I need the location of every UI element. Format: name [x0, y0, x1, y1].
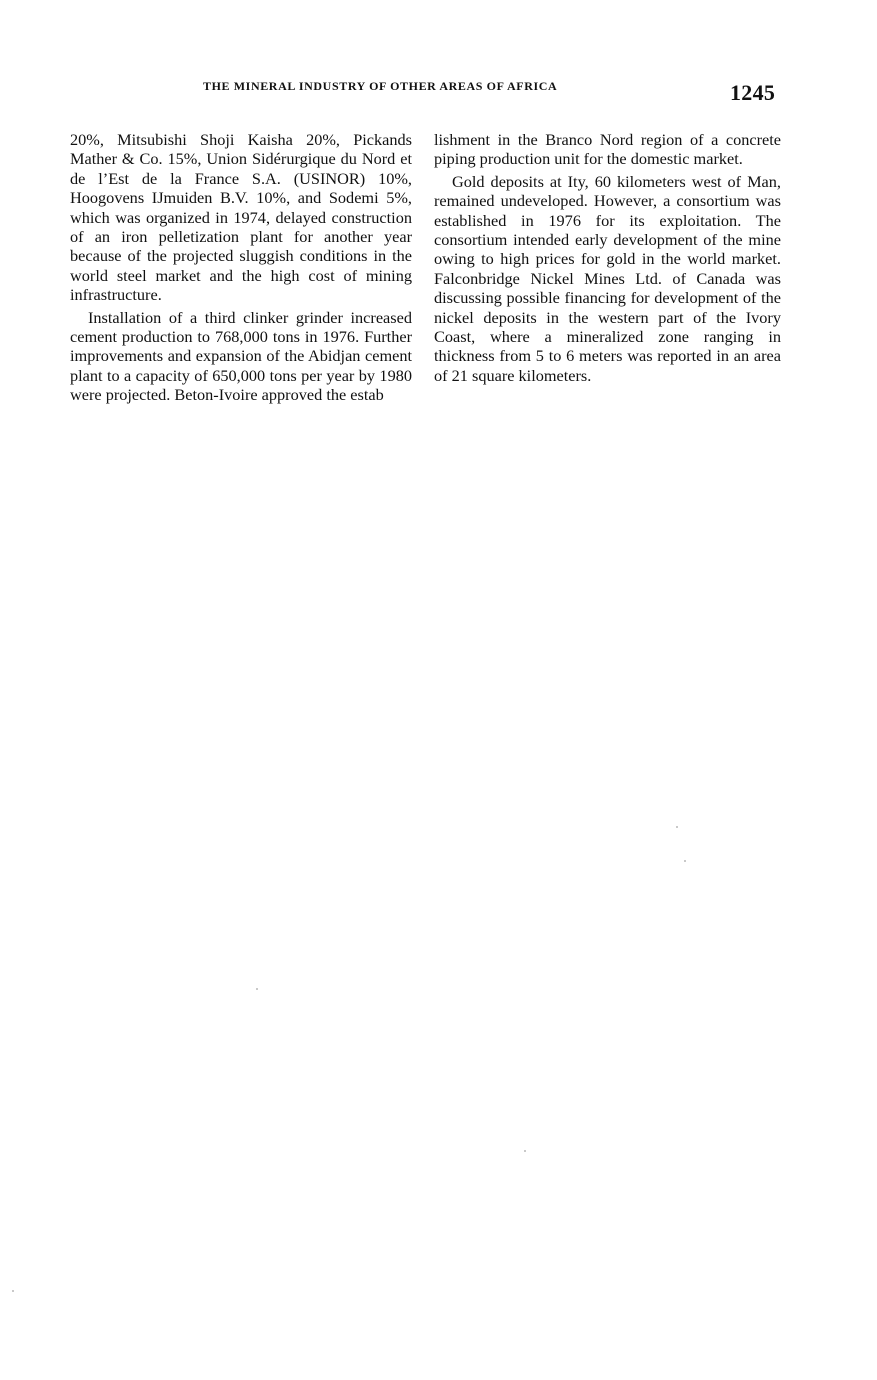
left-column: [70, 130, 412, 405]
scan-speck: [676, 826, 678, 828]
page-number: 1245: [730, 80, 776, 105]
scan-speck: [524, 1150, 526, 1152]
right-column: [434, 130, 781, 385]
paragraph-right-2: Gold deposits at Ity, 60 kilometers west of Man, remained undeveloped. However, a consortium was established in 1976 for its exploitation. The consortium intended early development of the mine owing to high prices for gold in the world market. Falconbridge Nickel Mines Ltd. of Canada was discussing possible financing for development of the nickel deposits in the western part of the Ivory Coast, where a mineralized zone ranging in thickness from 5 to 6 meters was reported in an area of 21 square kilometers.: [434, 171, 781, 385]
paragraph-left-1: 20%, Mitsubishi Shoji Kaisha 20%, Pickands Mather & Co. 15%, Union Sidérurgique du Nord et de l’Est de la France S.A. (USINOR) 10%, Hoogovens IJmuiden B.V. 10%, and Sodemi 5%, which was organized in 1974, delayed construction of an iron pelletization plant for another year because of the projected sluggish conditions in the world steel market and the high cost of mining infrastructure.: [70, 130, 412, 305]
scan-speck: [12, 1290, 14, 1292]
paragraph-right-1: lishment in the Branco Nord region of a concrete piping production unit for the domestic market.: [434, 130, 781, 169]
running-title: THE MINERAL INDUSTRY OF OTHER AREAS OF AFRICA: [203, 79, 558, 93]
scan-speck: [256, 988, 258, 990]
paragraph-left-2: Installation of a third clinker grinder increased cement production to 768,000 tons in 1976. Further improvements and expansion of the Abidjan cement plant to a capacity of 650,000 tons per year by 1980 were projected. Beton-Ivoire approved the estab: [70, 307, 412, 405]
scan-speck: [684, 860, 686, 862]
